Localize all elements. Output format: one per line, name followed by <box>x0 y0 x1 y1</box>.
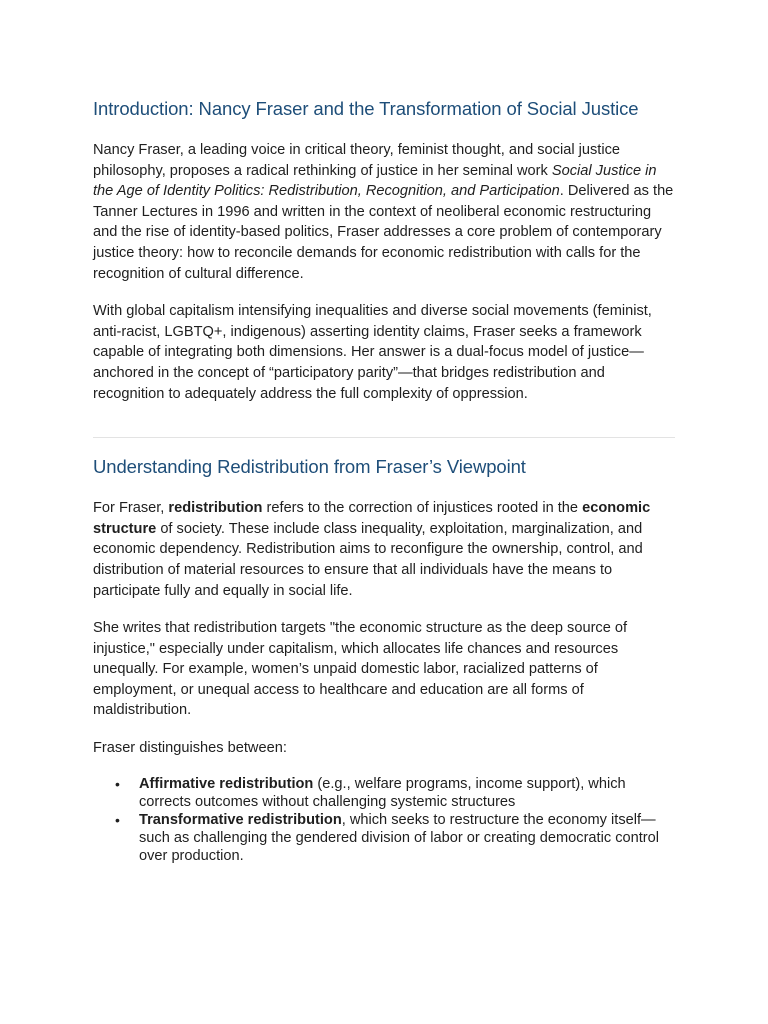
list-item-text: , which seeks to restructure the economy itself—such as challenging the gendered division of labor or creating democratic control over production. <box>139 811 660 864</box>
intro-paragraph-2: With global capitalism intensifying inequalities and diverse social movements (feminist, anti-racist, LGBTQ+, indigenous) asserting identity claims, Fraser seeks a framework capable of integrating both dimensions. Her answer is a dual-focus model of justice—anchored in the concept of “participatory parity”—that bridges redistribution and recognition to adequately address the full complexity of oppression. <box>93 303 652 402</box>
list-item-text: (e.g., welfare programs, income support), which corrects outcomes without challenging systemic structures <box>139 775 626 810</box>
section-divider <box>93 437 675 438</box>
redistribution-paragraph-2: She writes that redistribution targets "the economic structure as the deep source of injustice," especially under capitalism, which allocates life chances and resources unequally. For example, women’s unpaid domestic labor, racialized patterns of employment, or unequal access to healthcare and education are all forms of maldistribution. <box>93 620 628 719</box>
intro-paragraph-1-text: Nancy Fraser, a leading voice in critical theory, feminist thought, and social justice philosophy, proposes a radical rethinking of justice in her seminal work <box>93 142 620 179</box>
bullet-icon: • <box>115 775 120 792</box>
text-run: For Fraser, <box>93 500 169 517</box>
section-heading-introduction: Introduction: Nancy Fraser and the Transformation of Social Justice <box>93 98 639 119</box>
text-run: refers to the correction of injustices rooted in the <box>262 500 583 517</box>
redistribution-paragraph-3: Fraser distinguishes between: <box>93 740 287 757</box>
document-page <box>93 97 675 865</box>
bold-term-economic-structure: economic structure <box>93 500 651 537</box>
text-run: of society. These include class inequality, exploitation, marginalization, and economic dependency. Redistribution aims to reconfigure the ownership, control, and distribution of material resources to ensure that all individuals have the means to participate fully and equally in social life. <box>93 520 643 599</box>
redistribution-paragraph-1 <box>93 498 675 601</box>
bold-term-affirmative: Affirmative redistribution <box>139 775 314 792</box>
redistribution-types-list <box>93 775 675 865</box>
list-item-transformative <box>93 811 675 865</box>
section-heading-redistribution: Understanding Redistribution from Fraser’s Viewpoint <box>93 456 526 478</box>
list-item-affirmative <box>93 775 675 811</box>
intro-paragraph-1 <box>93 140 675 284</box>
work-title: Social Justice in the Age of Identity Politics: Redistribution, Recognition, and Participation <box>93 162 657 200</box>
intro-paragraph-1-text-cont: . Delivered as the Tanner Lectures in 1996 and written in the context of neoliberal economic restructuring and the rise of identity-based politics, Fraser addresses a core problem of contemporary justice theory: how to reconcile demands for economic redistribution with calls for the recognition of cultural difference. <box>93 183 674 282</box>
bold-term-redistribution: redistribution <box>168 500 263 517</box>
bullet-icon: • <box>115 811 120 828</box>
bold-term-transformative: Transformative redistribution <box>139 811 342 828</box>
